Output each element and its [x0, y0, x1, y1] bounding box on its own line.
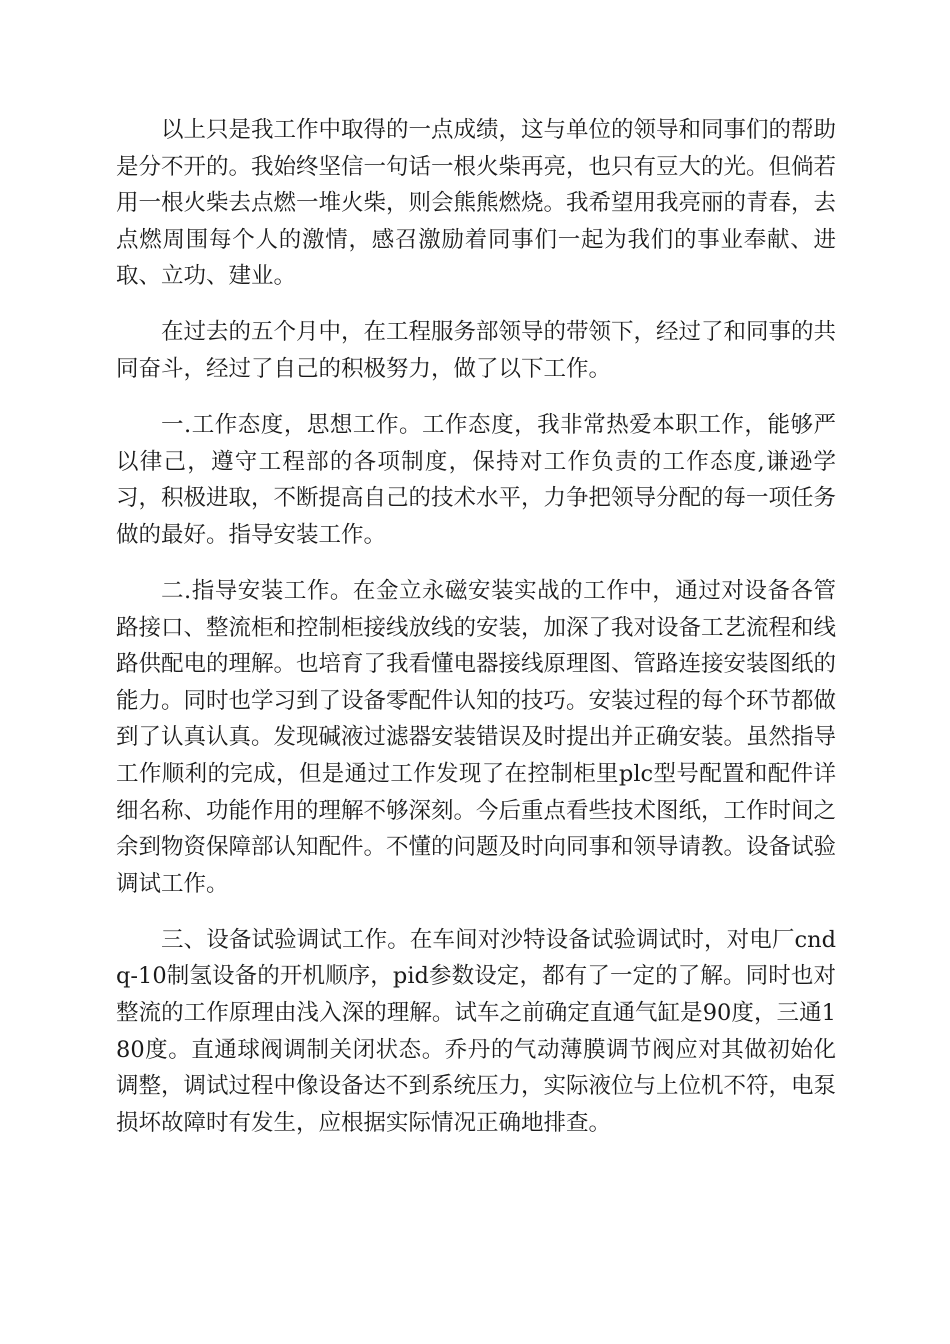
document-body — [116, 112, 836, 1161]
paragraph-work-attitude: 一.工作态度，思想工作。工作态度，我非常热爱本职工作，能够严以律己，遵守工程部的各项制度，保持对工作负责的工作态度,谦逊学习，积极进取，不断提高自己的技术水平，力争把领导分配的每一项任务做的最好。指导安装工作。 — [116, 412, 837, 548]
paragraph-installation: 二.指导安装工作。在金立永磁安装实战的工作中，通过对设备各管路接口、整流柜和控制柜接线放线的安装，加深了我对设备工艺流程和线路供配电的理解。也培育了我看懂电器接线原理图、管路连接安装图纸的能力。同时也学习到了设备零配件认知的技巧。安装过程的每个环节都做到了认真认真。发现碱液过滤器安装错误及时提出并正确安装。虽然指导工作顺利的完成，但是通过工作发现了在控制柜里plc型号配置和配件详细名称、功能作用的理解不够深刻。今后重点看些技术图纸，工作时间之余到物资保障部认知配件。不懂的问题及时向同事和领导请教。设备试验调试工作。 — [116, 578, 837, 897]
paragraph-achievements: 以上只是我工作中取得的一点成绩，这与单位的领导和同事们的帮助是分不开的。我始终坚信一句话一根火柴再亮，也只有豆大的光。但倘若用一根火柴去点燃一堆火柴，则会熊熊燃烧。我希望用我亮丽的青春，去点燃周围每个人的激情，感召激励着同事们一起为我们的事业奉献、进取、立功、建业。 — [116, 117, 837, 290]
paragraph-intro: 在过去的五个月中，在工程服务部领导的带领下，经过了和同事的共同奋斗，经过了自己的积极努力，做了以下工作。 — [116, 319, 837, 383]
paragraph-testing: 三、设备试验调试工作。在车间对沙特设备试验调试时，对电厂cndq-10制氢设备的开机顺序，pid参数设定，都有了一定的了解。同时也对整流的工作原理由浅入深的理解。试车之前确定直通气缸是90度，三通180度。直通球阀调制关闭状态。乔丹的气动薄膜调节阀应对其做初始化调整，调试过程中像设备达不到系统压力，实际液位与上位机不符，电泵损坏故障时有发生，应根据实际情况正确地排查。 — [116, 926, 837, 1136]
